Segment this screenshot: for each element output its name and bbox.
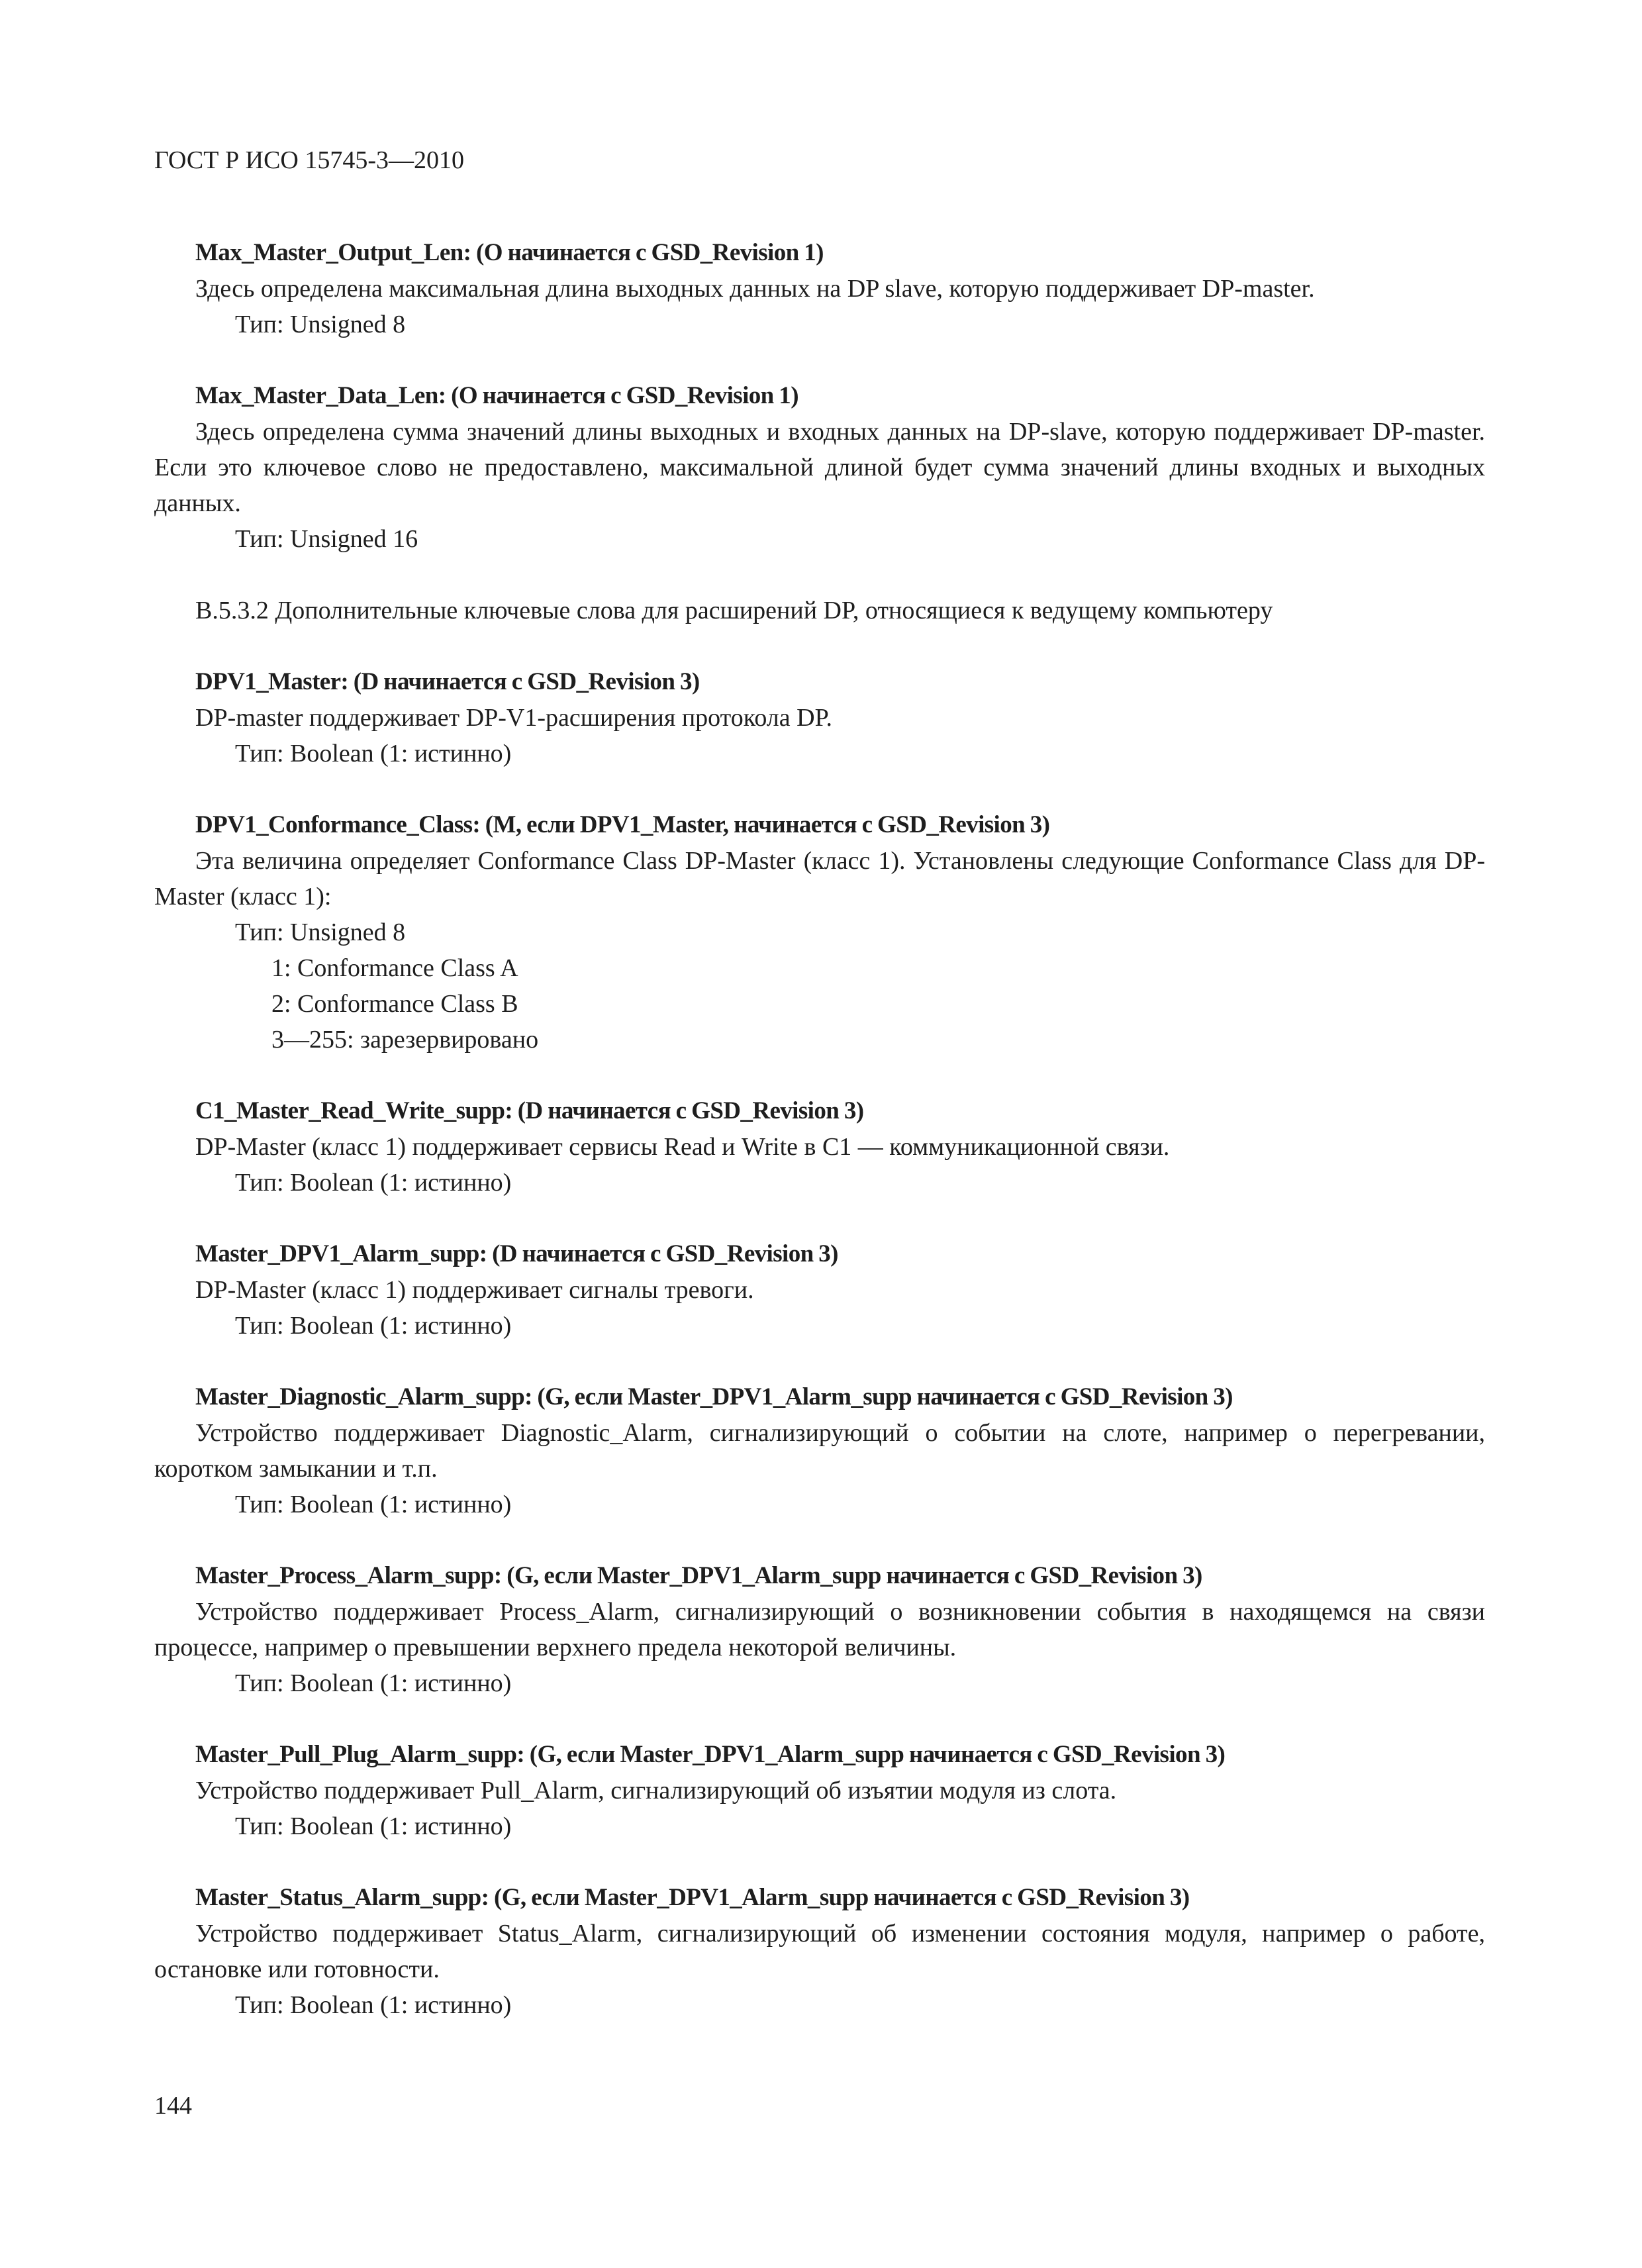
keyword-type: Тип: Boolean (1: истинно) [235,1991,512,2019]
subsection-heading: В.5.3.2 Дополнительные ключевые слова для расширений DP, относящиеся к ведущему компьютеру [195,597,1273,624]
keyword-type: Тип: Unsigned 8 [235,918,406,946]
keyword-entry [154,1236,1485,1344]
main-content [154,235,1485,2059]
type-option: 2: Conformance Class B [271,990,518,1018]
keyword-entry [154,378,1485,557]
type-option: 1: Conformance Class A [271,954,518,982]
keyword-description: Устройство поддерживает Process_Alarm, сигнализирующий о возникновении события в находящемся на связи процессе, например о превышении верхнего предела некоторой величины. [154,1598,1485,1661]
keyword-heading: Max_Master_Output_Len: (O начинается с GSD_Revision 1) [195,239,824,266]
keyword-heading: Max_Master_Data_Len: (O начинается с GSD_Revision 1) [195,382,798,409]
keyword-type: Тип: Boolean (1: истинно) [235,1169,512,1197]
keyword-description: Устройство поддерживает Status_Alarm, сигнализирующий об изменении состояния модуля, например о работе, остановке или готовности. [154,1920,1485,1983]
keyword-heading: Master_DPV1_Alarm_supp: (D начинается с GSD_Revision 3) [195,1240,838,1267]
keyword-entry [154,1880,1485,2023]
keyword-type: Тип: Unsigned 16 [235,525,418,553]
keyword-entry [154,1093,1485,1201]
keyword-type: Тип: Unsigned 8 [235,311,406,338]
keyword-type: Тип: Boolean (1: истинно) [235,1312,512,1340]
keyword-description: DP-master поддерживает DP-V1-расширения протокола DP. [195,704,833,732]
keyword-entry [154,1558,1485,1701]
entries-group-1 [154,235,1485,557]
keyword-description: Эта величина определяет Conformance Class DP-Master (класс 1). Установлены следующие Conformance Class для DP-Master (класс 1): [154,847,1485,911]
keyword-description: Устройство поддерживает Diagnostic_Alarm, сигнализирующий о событии на слоте, например о перегревании, коротком замыкании и т.п. [154,1419,1485,1483]
keyword-entry [154,664,1485,771]
keyword-heading: C1_Master_Read_Write_supp: (D начинается с GSD_Revision 3) [195,1097,864,1124]
type-option: 3—255: зарезервировано [271,1026,539,1054]
keyword-heading: DPV1_Master: (D начинается с GSD_Revision 3) [195,668,700,695]
keyword-description: Здесь определена сумма значений длины выходных и входных данных на DP-slave, которую поддерживает DP-master. Если это ключевое слово не предоставлено, максимальной длиной будет сумма значений длины входных и выходных данных. [154,418,1485,517]
keyword-type: Тип: Boolean (1: истинно) [235,1812,512,1840]
keyword-heading: Master_Status_Alarm_supp: (G, если Master_DPV1_Alarm_supp начинается с GSD_Revision 3) [195,1884,1190,1911]
keyword-type: Тип: Boolean (1: истинно) [235,1491,512,1518]
keyword-entry [154,1379,1485,1522]
keyword-entry [154,1737,1485,1844]
keyword-heading: Master_Pull_Plug_Alarm_supp: (G, если Master_DPV1_Alarm_supp начинается с GSD_Revision 3) [195,1741,1226,1768]
keyword-description: Здесь определена максимальная длина выходных данных на DP slave, которую поддерживает DP-master. [195,275,1315,303]
page-number: 144 [154,2092,192,2120]
entries-group-2 [154,664,1485,2023]
keyword-description: DP-Master (класс 1) поддерживает сигналы тревоги. [195,1276,754,1304]
keyword-heading: Master_Process_Alarm_supp: (G, если Master_DPV1_Alarm_supp начинается с GSD_Revision 3) [195,1562,1202,1589]
keyword-type: Тип: Boolean (1: истинно) [235,740,512,767]
keyword-heading: DPV1_Conformance_Class: (M, если DPV1_Master, начинается с GSD_Revision 3) [195,811,1050,838]
keyword-description: DP-Master (класс 1) поддерживает сервисы Read и Write в C1 — коммуникационной связи. [195,1133,1170,1161]
keyword-description: Устройство поддерживает Pull_Alarm, сигнализирующий об изъятии модуля из слота. [195,1777,1117,1804]
keyword-entry [154,235,1485,342]
keyword-heading: Master_Diagnostic_Alarm_supp: (G, если Master_DPV1_Alarm_supp начинается с GSD_Revision 3) [195,1383,1233,1410]
keyword-entry [154,807,1485,1058]
page-header: ГОСТ Р ИСО 15745-3—2010 [154,146,465,174]
keyword-type: Тип: Boolean (1: истинно) [235,1669,512,1697]
